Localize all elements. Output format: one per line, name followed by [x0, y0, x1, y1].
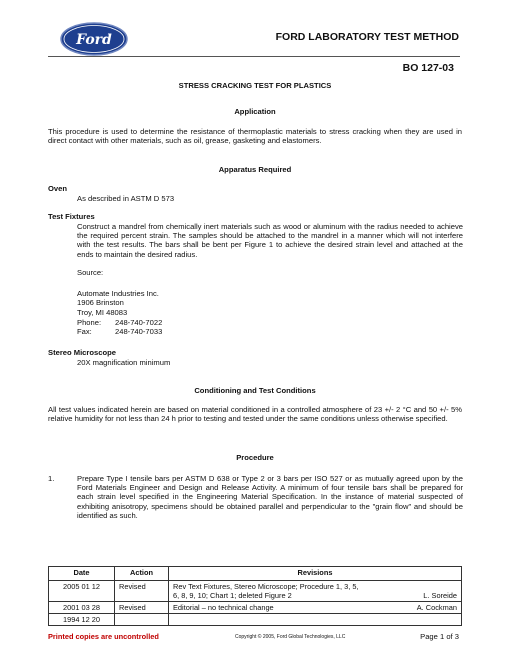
revision-date: 2005 01 12	[49, 581, 115, 602]
header-rule	[48, 56, 460, 57]
step-1-number: 1.	[48, 474, 55, 483]
conditioning-text: All test values indicated herein are based on material conditioned in a controlled atmosphere of 23 +/- 2 °C and 50 +/- 5% relative humidity for not less than 24 h prior to testing and tested under the same conditions unless otherwise specified.	[48, 405, 462, 424]
oven-text: As described in ASTM D 573	[77, 194, 175, 203]
table-row	[49, 614, 462, 626]
revision-text-line1: Editorial – no technical change	[173, 603, 274, 612]
revision-description	[169, 581, 462, 602]
phone-number: 248-740-7022	[115, 318, 163, 327]
fax-number: 248-740-7033	[115, 327, 163, 336]
revision-table	[48, 566, 462, 626]
ford-logo	[60, 22, 128, 56]
col-date-header: Date	[49, 567, 115, 581]
apparatus-heading: Apparatus Required	[218, 165, 292, 174]
revision-description	[169, 602, 462, 614]
revision-author: L. Soreide	[423, 591, 457, 600]
revision-description	[169, 614, 462, 626]
table-row	[49, 581, 462, 602]
copyright-notice: Copyright © 2005, Ford Global Technologies, LLC	[235, 634, 346, 640]
fixtures-text: Construct a mandrel from chemically inert materials such as wood or aluminum with the radius needed to achieve the required percent strain. The samples should be attached to the mandrel in a manner which will not interfere with the test results. The bars shall be bent per Figure 1 to achieve the desired strain level and attached at the ends to maintain the desired radius.	[77, 222, 463, 259]
revision-text-line2: 6, 8, 9, 10; Chart 1; deleted Figure 2	[173, 591, 292, 600]
col-revisions-header: Revisions	[169, 567, 462, 581]
phone-label: Phone:	[77, 318, 102, 327]
table-row	[49, 602, 462, 614]
revision-table-header	[49, 567, 462, 581]
application-text: This procedure is used to determine the resistance of thermoplastic materials to stress cracking when they are used in direct contact with other materials, such as oil, grease, gasketing and elastomers.	[48, 127, 462, 146]
step-1-text: Prepare Type I tensile bars per ASTM D 638 or Type 2 or 3 bars per ISO 527 or as mutually agreed upon by the Ford Materials Engineer and Design and Release Activity. A minimum of four tensile bars shall be prepared for each strain level specified in the Engineering Material Specification. In the instance of material suspected of exhibiting anisotropy, specimens should be obtained parallel and perpendicular to the "grain flow" and should be identified as such.	[77, 474, 463, 520]
oven-label: Oven	[48, 184, 67, 193]
application-heading: Application	[234, 107, 276, 116]
procedure-heading: Procedure	[236, 453, 274, 462]
conditioning-heading: Conditioning and Test Conditions	[194, 386, 316, 395]
revision-action	[115, 614, 169, 626]
address-city: Troy, MI 48083	[77, 308, 128, 317]
revision-action: Revised	[115, 581, 169, 602]
uncontrolled-notice: Printed copies are uncontrolled	[48, 632, 159, 641]
revision-date: 1994 12 20	[49, 614, 115, 626]
revision-action: Revised	[115, 602, 169, 614]
address-street: 1906 Brinston	[77, 298, 124, 307]
address-company: Automate Industries Inc.	[77, 289, 159, 298]
source-label: Source:	[77, 268, 104, 277]
microscope-label: Stereo Microscope	[48, 348, 116, 357]
fixtures-label: Test Fixtures	[48, 212, 95, 221]
method-title: FORD LABORATORY TEST METHOD	[275, 31, 459, 43]
page-number: Page 1 of 3	[420, 632, 459, 641]
ford-logo-text: Ford	[76, 32, 112, 48]
revision-text-line1: Rev Text Fixtures, Stereo Microscope; Procedure 1, 3, 5,	[173, 582, 359, 591]
document-title: STRESS CRACKING TEST FOR PLASTICS	[178, 81, 332, 90]
revision-author: A. Cockman	[416, 603, 457, 612]
doc-number: BO 127-03	[402, 62, 454, 74]
col-action-header: Action	[115, 567, 169, 581]
fax-label: Fax:	[77, 327, 92, 336]
microscope-text: 20X magnification minimum	[77, 358, 171, 367]
revision-date: 2001 03 28	[49, 602, 115, 614]
